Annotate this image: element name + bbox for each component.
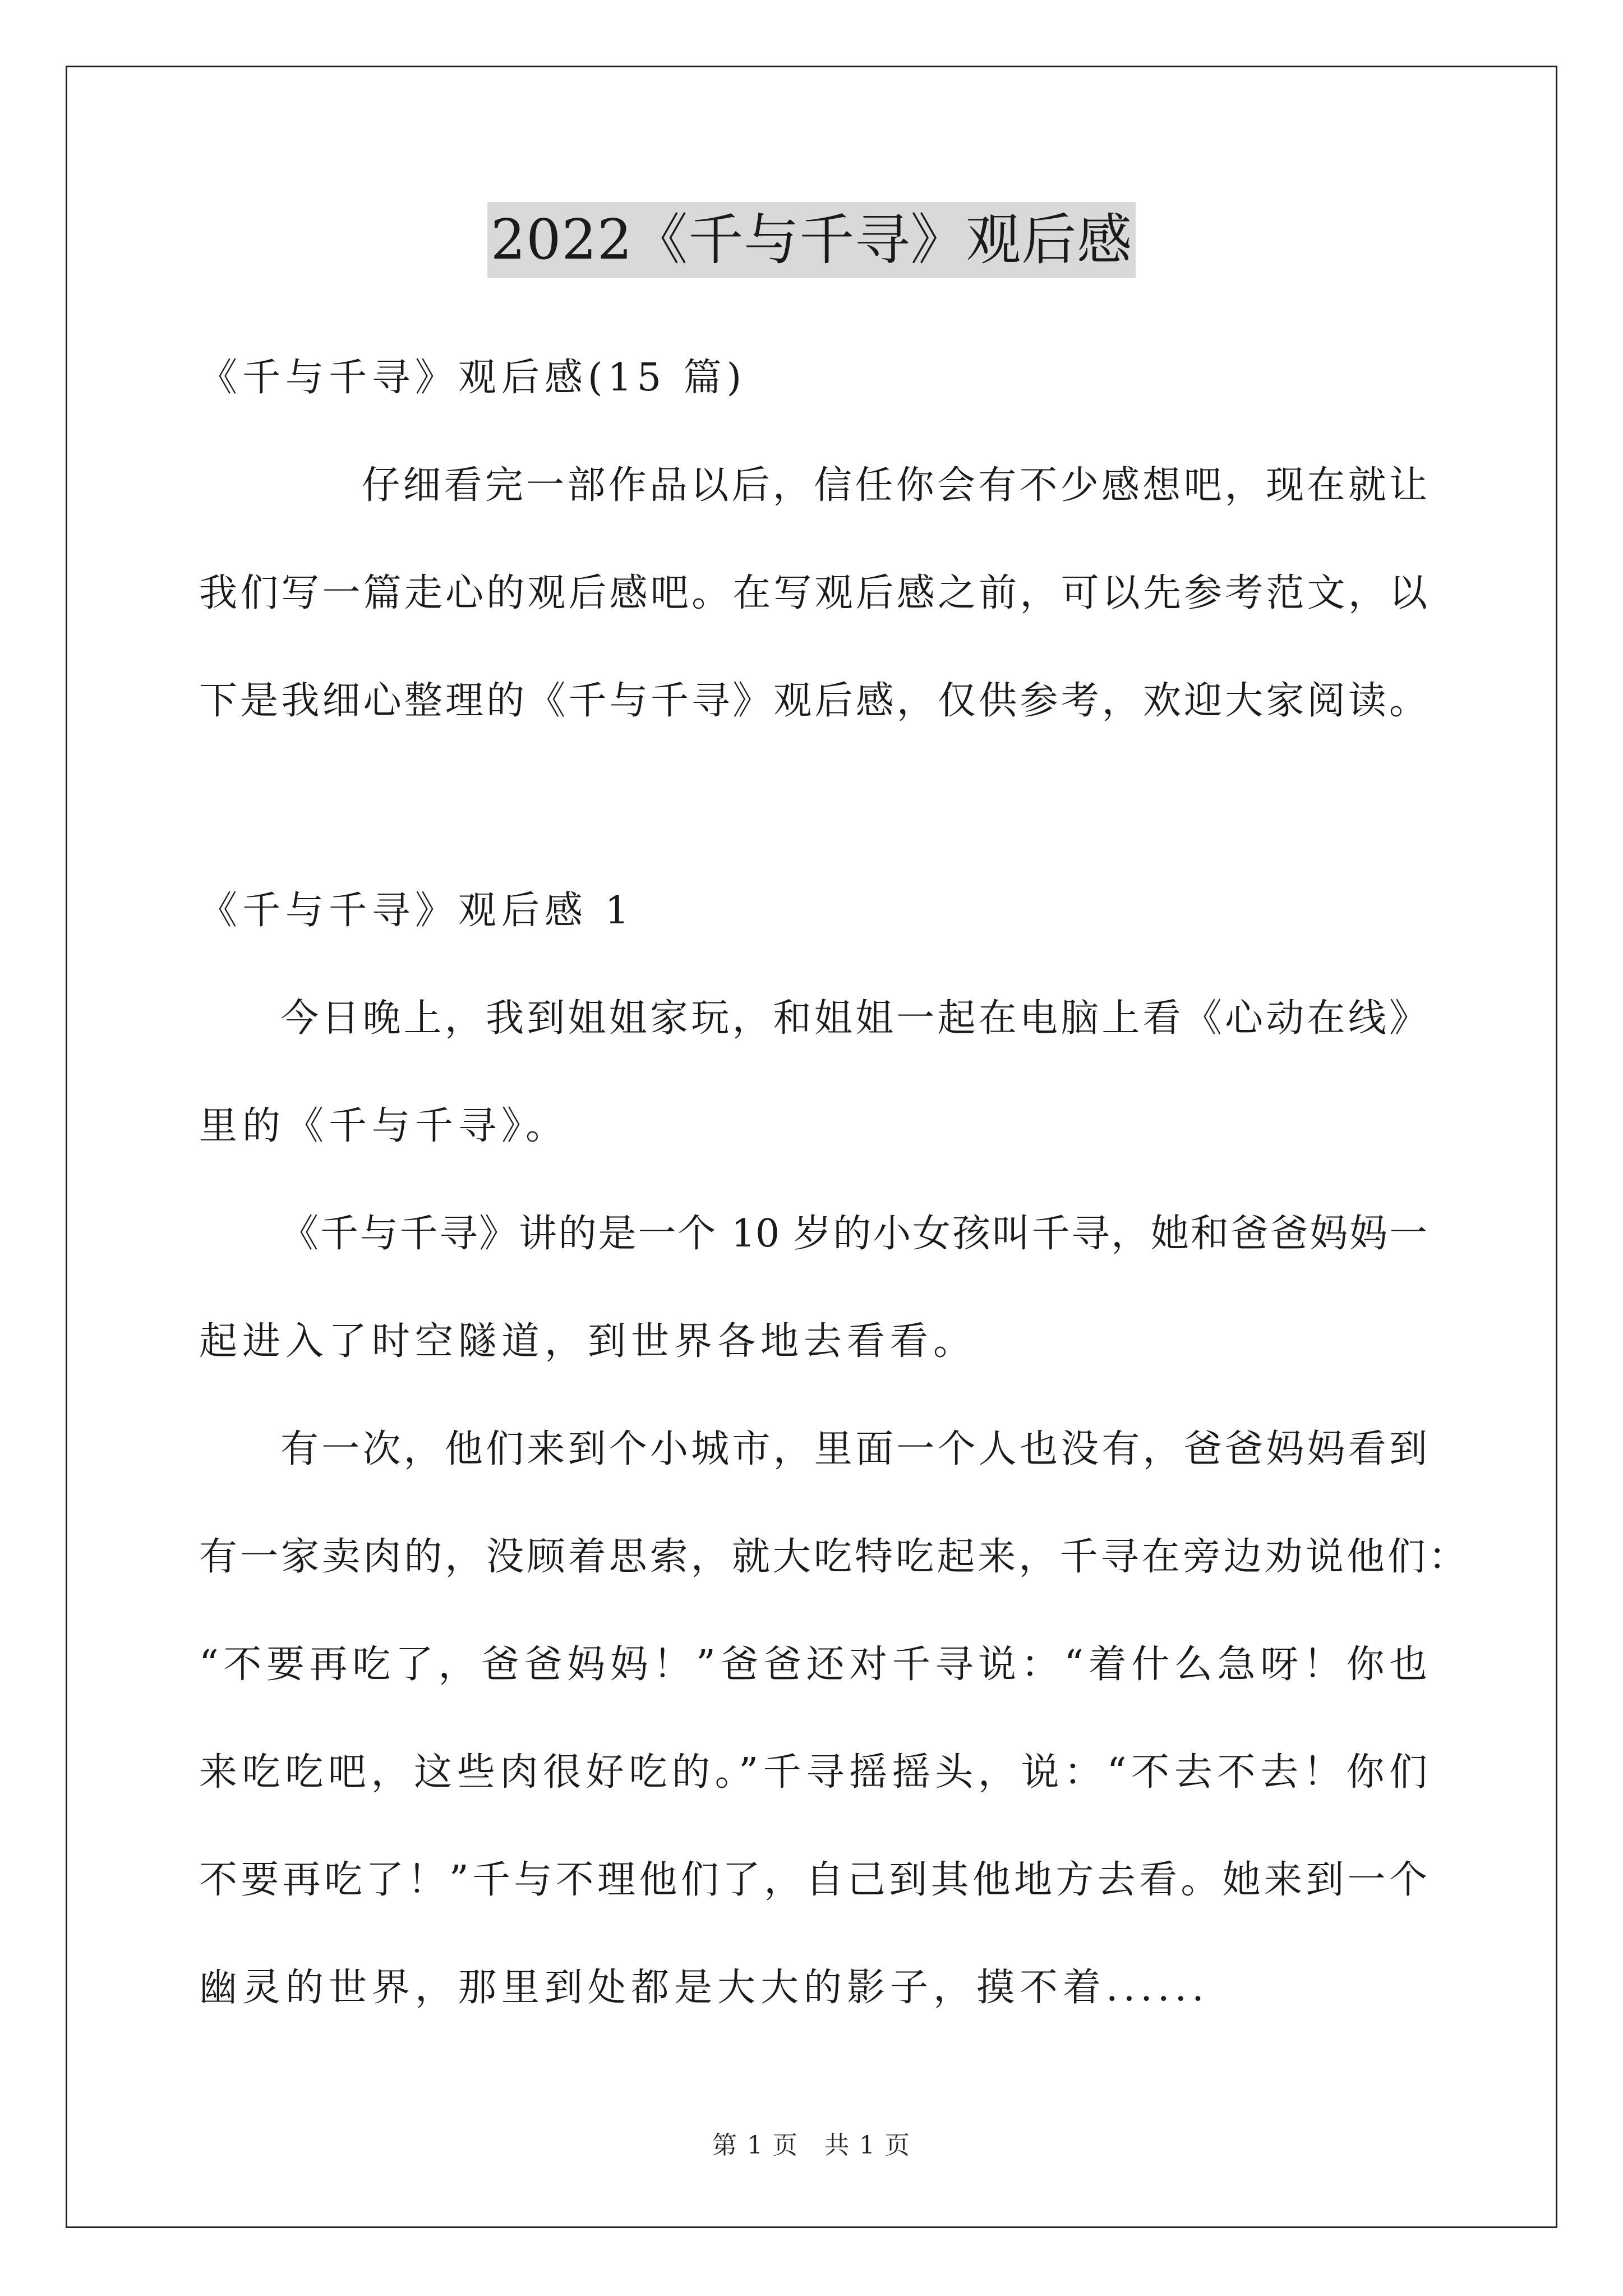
body-line-7: “不要再吃了，爸爸妈妈！”爸爸还对千寻说：“着什么急呀！你也: [199, 1642, 1427, 1687]
subtitle: 《千与千寻》观后感(15 篇): [199, 356, 747, 400]
body-line-8: 来吃吃吧，这些肉很好吃的。”千寻摇摇头，说：“不去不去！你们: [199, 1750, 1427, 1795]
title-container: [0, 202, 1623, 278]
page-footer: 第 1 页 共 1 页: [712, 2131, 911, 2160]
body-line-4: 起进入了时空隧道，到世界各地去看看。: [199, 1319, 977, 1364]
body-line-5: 有一次，他们来到个小城市，里面一个人也没有，爸爸妈妈看到: [280, 1427, 1427, 1471]
section-heading: 《千与千寻》观后感 1: [199, 889, 634, 933]
body-line-6: 有一家卖肉的，没顾着思索，就大吃特吃起来，千寻在旁边劝说他们：: [199, 1535, 1467, 1579]
body-line-1: 今日晚上，我到姐姐家玩，和姐姐一起在电脑上看《心动在线》: [280, 996, 1427, 1041]
body-line-9: 不要再吃了！”千与不理他们了，自己到其他地方去看。她来到一个: [199, 1858, 1427, 1902]
body-line-2: 里的《千与千寻》。: [199, 1104, 569, 1148]
body-line-3: 《千与千寻》讲的是一个 10 岁的小女孩叫千寻，她和爸爸妈妈一: [280, 1212, 1427, 1256]
intro-line-2: 我们写一篇走心的观后感吧。在写观后感之前，可以先参考范文，以: [199, 571, 1427, 615]
intro-line-3: 下是我细心整理的《千与千寻》观后感，仅供参考，欢迎大家阅读。: [199, 679, 1427, 723]
body-line-10: 幽灵的世界，那里到处都是大大的影子，摸不着......: [199, 1966, 1209, 2010]
intro-line-1: 仔细看完一部作品以后，信任你会有不少感想吧，现在就让: [362, 463, 1427, 508]
document-title: 2022《千与千寻》观后感: [487, 202, 1136, 278]
